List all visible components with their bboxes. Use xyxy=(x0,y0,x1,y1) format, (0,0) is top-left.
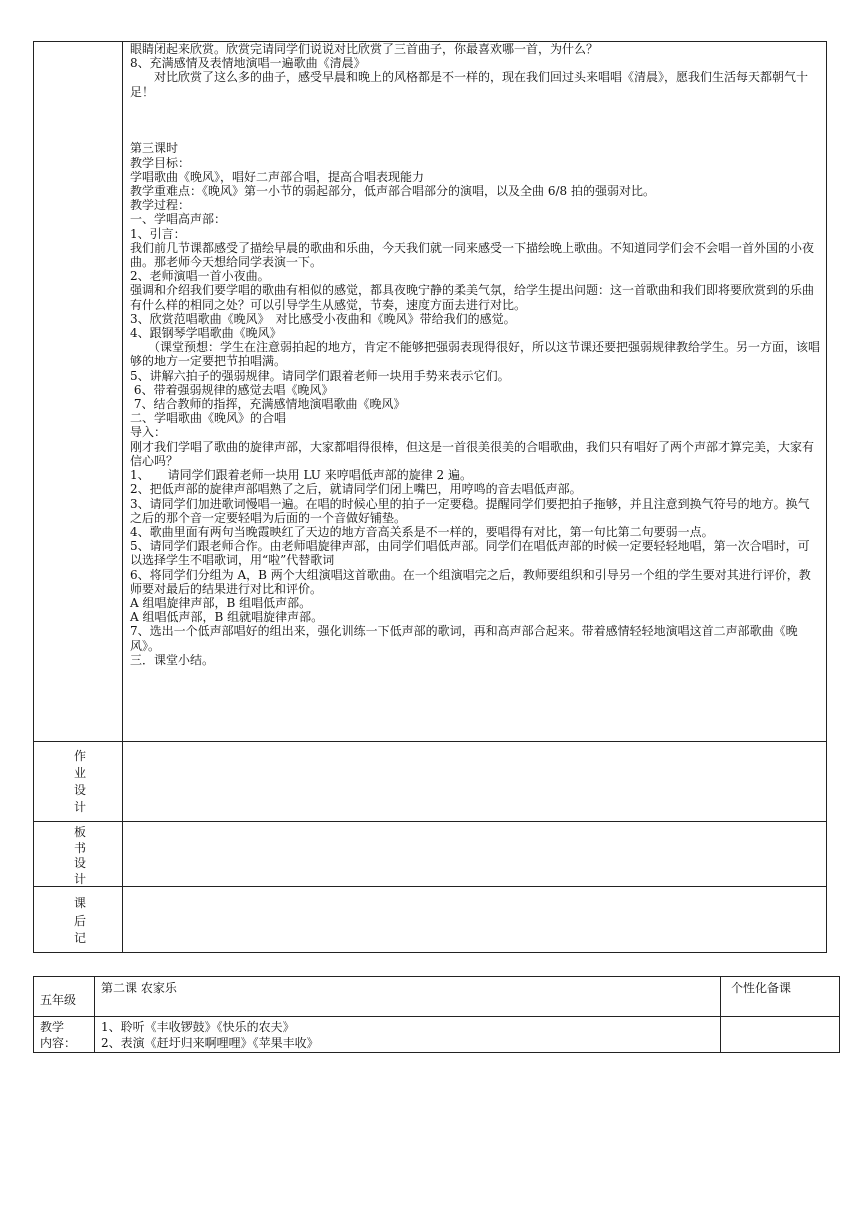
content-line: A 组唱低声部，B 组就唱旋律声部。 xyxy=(130,610,324,625)
content-line: 3、请同学们加进歌词慢唱一遍。在唱的时候心里的拍子一定要稳。提醒同学们要把拍子拖够，并且注意到换气符号的地方。换气之后的那个音一定要轻唱为后面的一个音做好铺垫。 xyxy=(130,496,810,525)
content-line: 6、带着强弱规律的感觉去唱《晚风》 xyxy=(130,382,334,397)
content-line: 教学过程： xyxy=(130,198,191,213)
content-line: 一、学唱高声部： xyxy=(130,212,227,227)
content-line: 4、跟钢琴学唱歌曲《晚风》 xyxy=(130,326,282,341)
content-line: 眼睛闭起来欣赏。欣赏完请同学们说说对比欣赏了三首曲子，你最喜欢哪一首，为什么？ xyxy=(130,42,599,56)
personal-prep-label: 个性化备课 xyxy=(731,981,792,995)
teaching-content-item: 1、聆听《丰收锣鼓》《快乐的农夫》 xyxy=(101,1020,295,1034)
table1-row-divider-homework xyxy=(33,741,827,742)
table1-column-divider xyxy=(122,41,123,953)
content-line: 1、 请同学们跟着老师一块用 LU 来哼唱低声部的旋律 2 遍。 xyxy=(130,468,472,483)
content-line: 8、充满感情及表情地演唱一遍歌曲《清晨》 xyxy=(130,56,366,71)
content-line xyxy=(130,99,821,113)
content-line: 三．课堂小结。 xyxy=(130,652,215,667)
content-line: （课堂预想：学生在注意弱拍起的地方，肯定不能够把强弱表现得很好，所以这节课还要把强弱规律教给学生。另一方面，该唱够的地方一定要把节拍唱满。 xyxy=(130,340,821,369)
content-line: 7、结合教师的指挥，充满感情地演唱歌曲《晚风》 xyxy=(130,397,406,412)
grade-label: 五年级 xyxy=(40,993,77,1007)
content-line: 6、将同学们分组为 A，B 两个大组演唱这首歌曲。在一个组演唱完之后，教师要组织和引导另一个组的学生要对其进行评价，教师要对最后的结果进行对比和评价。 xyxy=(130,567,811,596)
content-line: 学唱歌曲《晚风》，唱好二声部合唱，提高合唱表现能力 xyxy=(130,169,425,184)
content-line: 2、把低声部的旋律声部唱熟了之后，就请同学们闭上嘴巴，用哼鸣的音去唱低声部。 xyxy=(130,482,582,497)
table1-row-divider-board xyxy=(33,821,827,822)
table1-right-border xyxy=(826,41,827,953)
content-line: 3、欣赏范唱歌曲《晚风》 对比感受小夜曲和《晚风》带给我们的感觉。 xyxy=(130,311,516,326)
content-line: 2、老师演唱一首小夜曲。 xyxy=(130,269,270,284)
content-line: 7、选出一个低声部唱好的组出来，强化训练一下低声部的歌词，再和高声部合起来。带着感情轻轻地演唱这首二声部歌曲《晚风》。 xyxy=(130,624,798,653)
homework-design-label: 作 业 设 计 xyxy=(73,749,86,814)
table2-column-divider-2 xyxy=(720,976,721,1053)
table2-column-divider-1 xyxy=(94,976,95,1053)
table1-row-divider-reflection xyxy=(33,886,827,887)
table2-top-border xyxy=(33,976,840,977)
content-line: 刚才我们学唱了歌曲的旋律声部，大家都唱得很棒，但这是一首很美很美的合唱歌曲，我们只有唱好了两个声部才算完美，大家有信心吗？ xyxy=(130,439,815,468)
content-line: 第三课时 xyxy=(130,141,179,156)
content-line: 4、歌曲里面有两句当晚霞映红了天边的地方音高关系是不一样的，要唱得有对比，第一句比第二句要弱一点。 xyxy=(130,524,714,539)
blackboard-design-label: 板 书 设 计 xyxy=(73,825,86,886)
table2-left-border xyxy=(33,976,34,1053)
content-line xyxy=(130,113,821,127)
post-lesson-notes-label: 课 后 记 xyxy=(73,896,86,945)
lesson-title: 第二课 农家乐 xyxy=(101,981,177,995)
content-line: 强调和介绍我们要学唱的歌曲有相似的感觉，都具夜晚宁静的柔美气氛，给学生提出问题：这一首歌曲和我们即将要欣赏到的乐曲有什么样的相同之处？可以引导学生从感觉，节奏，速度方面去进行对比。 xyxy=(130,283,815,312)
table1-bottom-border xyxy=(33,952,827,953)
content-line: 1、引言： xyxy=(130,226,186,241)
content-line: 对比欣赏了这么多的曲子，感受早晨和晚上的风格都是不一样的，现在我们回过头来唱唱《清晨》，愿我们生活每天都朝气十足！ xyxy=(130,70,809,99)
content-line xyxy=(130,127,821,141)
content-line: A 组唱旋律声部，B 组唱低声部。 xyxy=(130,595,312,610)
content-line: 5、讲解六拍子的强弱规律。请同学们跟着老师一块用手势来表示它们。 xyxy=(130,368,510,383)
table1-left-border xyxy=(33,41,34,953)
table2-right-border xyxy=(839,976,840,1053)
content-line: 教学目标： xyxy=(130,155,191,170)
content-line: 教学重难点：《晚风》第一小节的弱起部分，低声部合唱部分的演唱，以及全曲 6/8 拍的强弱对比。 xyxy=(130,184,655,199)
content-line: 二、学唱歌曲《晚风》的合唱 xyxy=(130,411,287,426)
lesson-plan-content xyxy=(130,42,821,667)
teaching-content-list xyxy=(101,1020,319,1051)
teaching-content-item: 2、表演《赶圩归来啊哩哩》《苹果丰收》 xyxy=(101,1035,319,1050)
teaching-content-label: 教学 内容： xyxy=(40,1020,77,1050)
content-line: 5、请同学们跟老师合作。由老师唱旋律声部，由同学们唱低声部。同学们在唱低声部的时候一定要轻轻地唱，第一次合唱时，可以选择学生不唱歌词，用“啦”代替歌词 xyxy=(130,539,810,568)
content-line: 导入： xyxy=(130,425,167,440)
table2-bottom-border xyxy=(33,1052,840,1053)
table2-row-divider xyxy=(33,1016,840,1017)
content-line: 我们前几节课都感受了描绘早晨的歌曲和乐曲，今天我们就一同来感受一下描绘晚上歌曲。不知道同学们会不会唱一首外国的小夜曲。那老师今天想给同学表演一下。 xyxy=(130,240,815,270)
